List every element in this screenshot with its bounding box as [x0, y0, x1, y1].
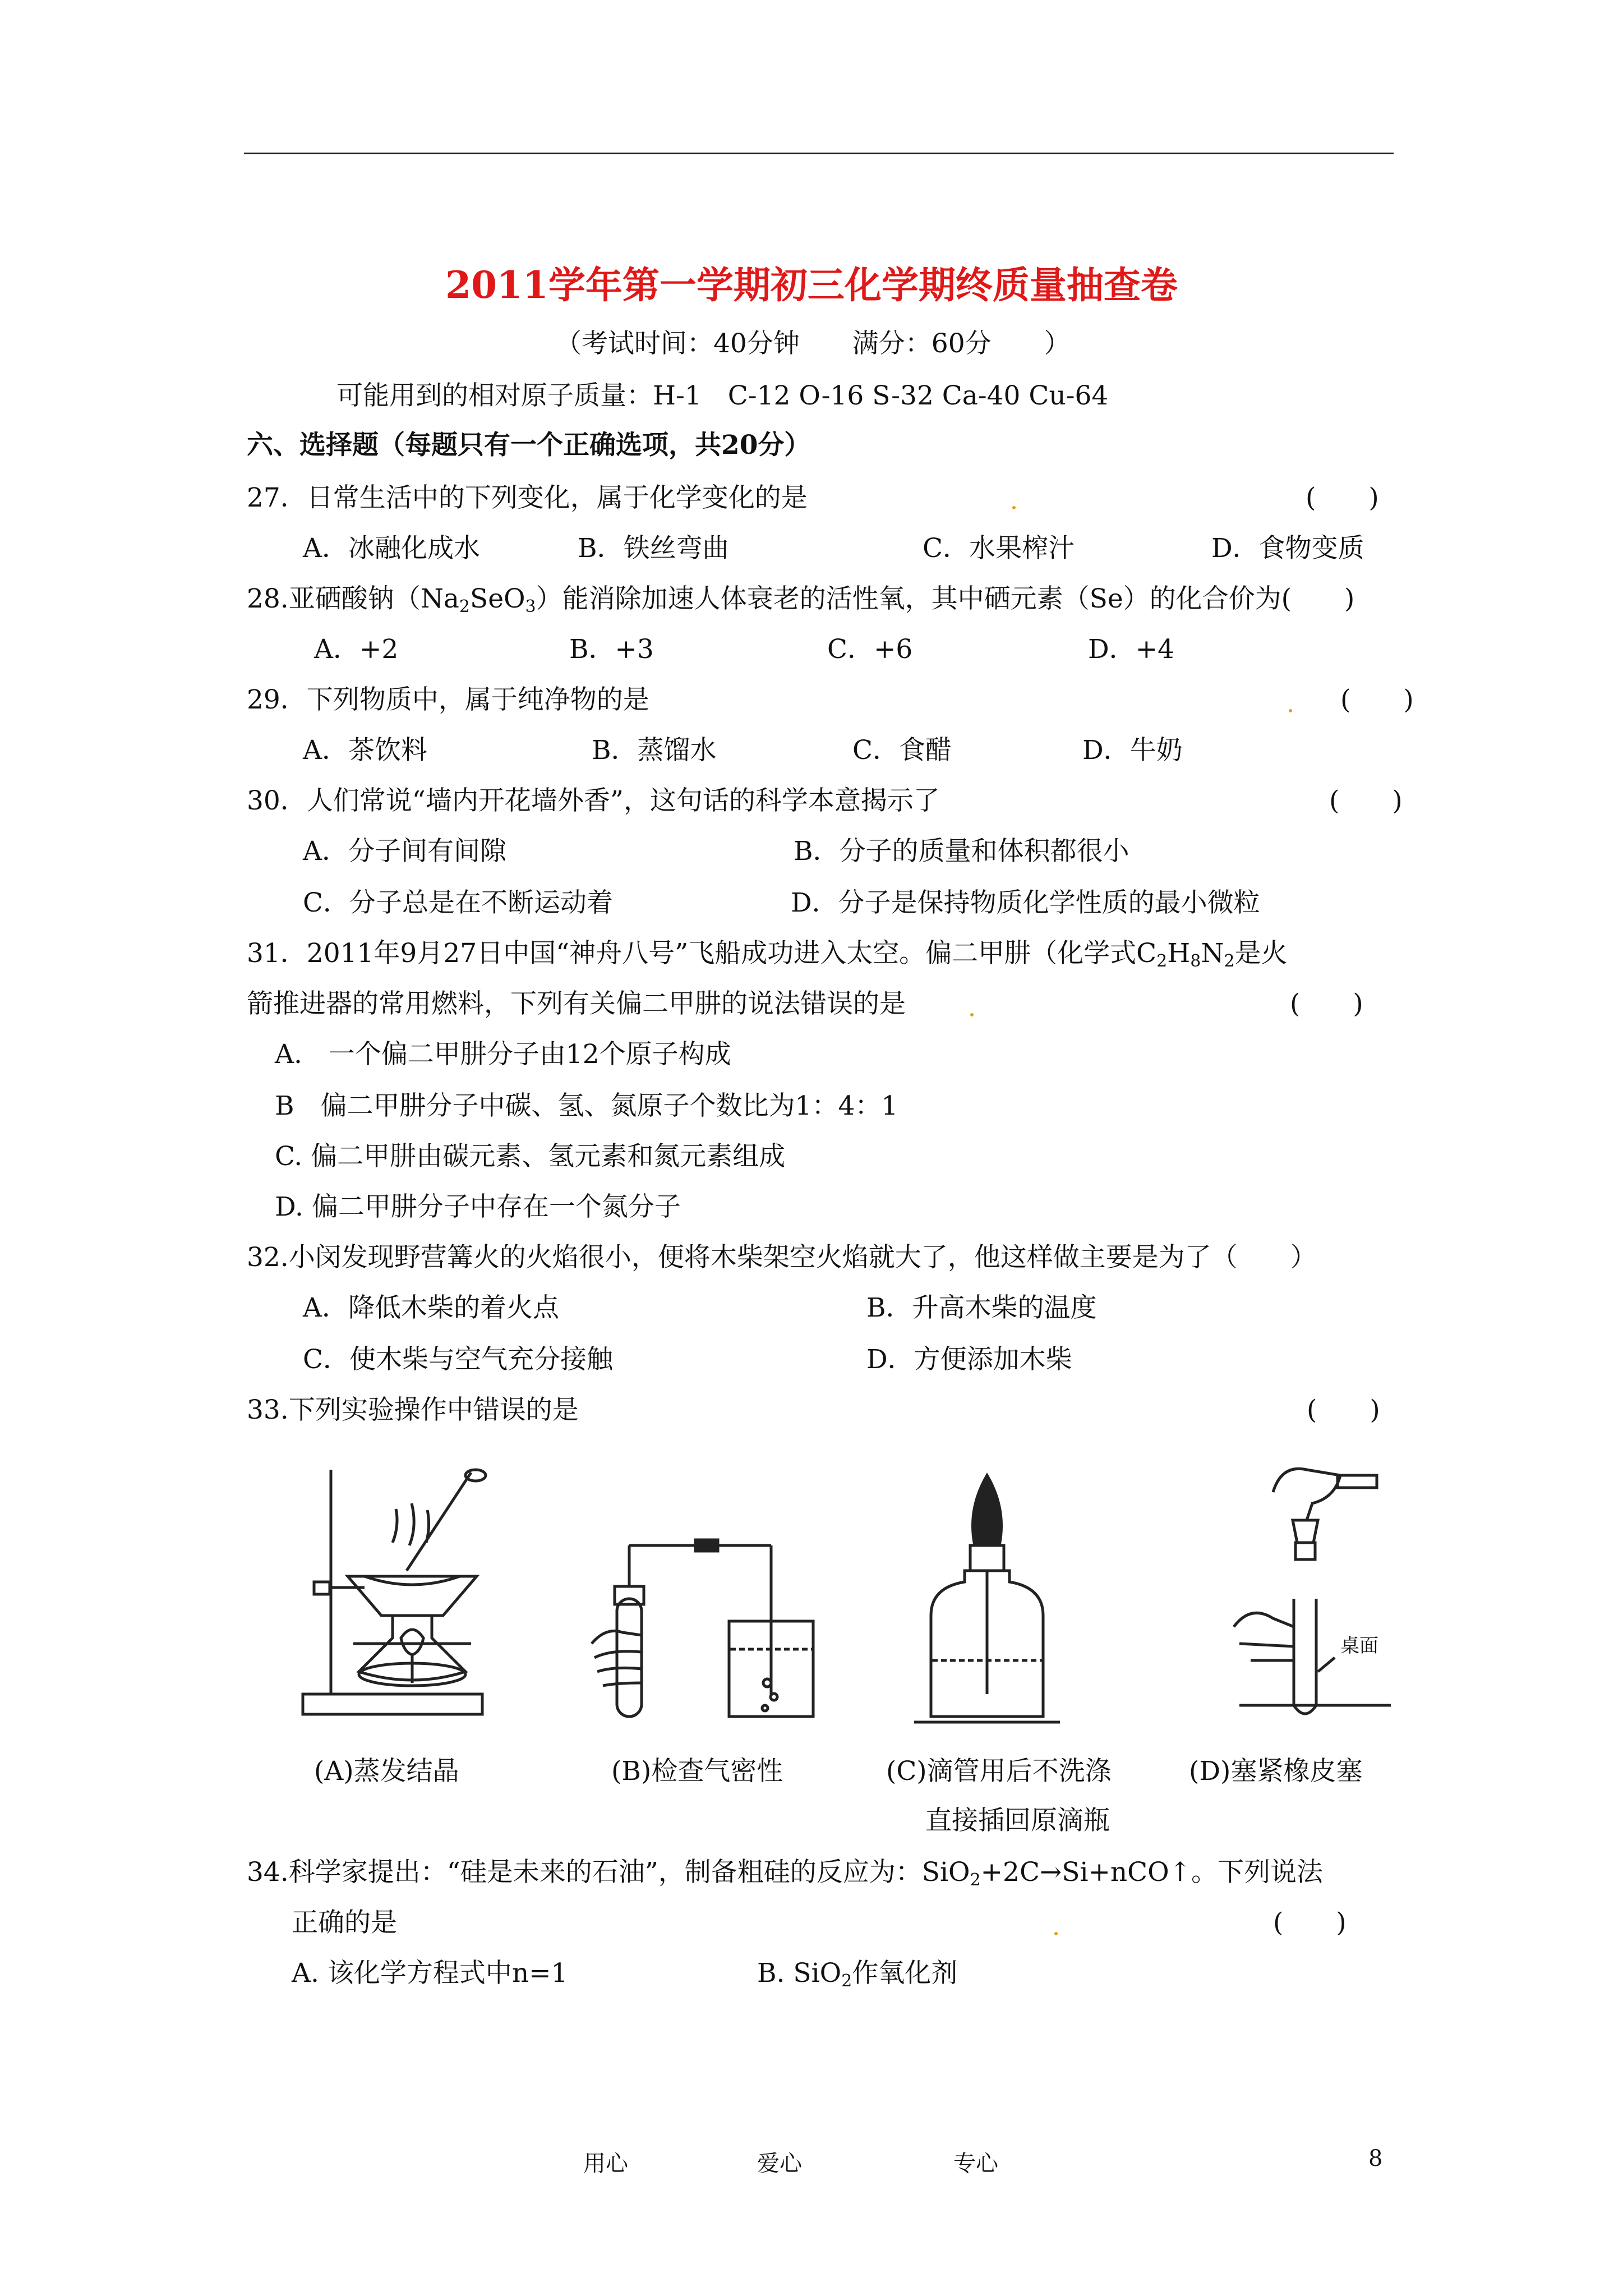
q32-option-d: D．方便添加木柴	[866, 1344, 1072, 1375]
q30-option-d: D．分子是保持物质化学性质的最小微粒	[791, 887, 1260, 918]
q34-stem: 34.科学家提出：“硅是未来的石油”，制备粗硅的反应为：SiO$_2$+2C→Si+nCO↑。下列说法	[247, 1857, 1324, 1890]
q30-option-a: A．分子间有间隙	[303, 836, 506, 867]
caption-b: (B)检查气密性	[611, 1756, 783, 1787]
q28-option-b: B．+3	[569, 634, 654, 665]
caption-a: (A)蒸发结晶	[314, 1756, 459, 1787]
q29-option-d: D．牛奶	[1082, 735, 1183, 766]
q28-option-d: D．+4	[1088, 634, 1174, 665]
q34-answer-paren: ( )	[1273, 1907, 1347, 1938]
figure-airtightness-check	[583, 1515, 824, 1728]
q28-stem: 28.亚硒酸钠$(Na_2SeO_3)$能消除加速人体衰老的活性氧，其中硒元素（Se）的化合价为( )	[247, 583, 1355, 616]
q29-answer-paren: ( )	[1340, 684, 1414, 715]
orange-dot-mark	[1054, 1932, 1058, 1935]
orange-dot-mark	[1012, 506, 1016, 509]
q32-option-a: A．降低木柴的着火点	[303, 1292, 559, 1323]
q30-option-c: C．分子总是在不断运动着	[303, 887, 613, 918]
section-heading: 六、选择题（每题只有一个正确选项，共20分）	[247, 430, 811, 461]
q31-stem: 31．2011年9月27日中国“神舟八号”飞船成功进入太空。偏二甲肼（化学式$C_2H_8N_2$是火	[247, 938, 1288, 971]
exam-info: （考试时间：40分钟 满分：60分 ）	[555, 328, 1071, 359]
figure-insert-stopper	[1228, 1458, 1396, 1728]
header-rule	[244, 153, 1394, 154]
q29-option-b: B．蒸馏水	[592, 735, 717, 766]
q32-option-b: B．升高木柴的温度	[866, 1292, 1097, 1323]
q28-option-a: A．+2	[314, 634, 399, 665]
exam-title: 2011学年第一学期初三化学期终质量抽查卷	[445, 263, 1178, 307]
q27-stem: 27．日常生活中的下列变化，属于化学变化的是	[247, 482, 808, 513]
desk-label: 桌面	[1340, 1635, 1378, 1657]
q34-stem-line2: 正确的是	[292, 1907, 397, 1938]
footer-right: 专心	[953, 2151, 998, 2177]
figure-dropper-bottle	[914, 1470, 1060, 1728]
q32-option-c: C．使木柴与空气充分接触	[303, 1344, 613, 1375]
q27-option-a: A．冰融化成水	[303, 533, 480, 564]
footer-mid: 爱心	[757, 2151, 802, 2177]
caption-c-line2: 直接插回原滴瓶	[925, 1805, 1110, 1836]
orange-dot-mark	[1289, 709, 1292, 712]
q29-stem: 29．下列物质中，属于纯净物的是	[247, 684, 649, 715]
q29-option-a: A．茶饮料	[303, 735, 427, 766]
caption-d: (D)塞紧橡皮塞	[1189, 1756, 1363, 1787]
q34-option-a: A. 该化学方程式中n=1	[292, 1958, 568, 1989]
q27-option-d: D．食物变质	[1211, 533, 1364, 564]
q27-option-c: C．水果榨汁	[923, 533, 1075, 564]
q31-option-a: A. 一个偏二甲肼分子由12个原子构成	[275, 1039, 731, 1070]
q33-stem: 33.下列实验操作中错误的是	[247, 1395, 579, 1425]
q32-stem: 32.小闵发现野营篝火的火焰很小，便将木柴架空火焰就大了，他这样做主要是为了（ ）	[247, 1242, 1317, 1273]
q33-answer-paren: ( )	[1307, 1395, 1380, 1425]
page-number: 8	[1368, 2146, 1383, 2171]
q27-option-b: B．铁丝弯曲	[578, 533, 729, 564]
q31-option-b: B 偏二甲肼分子中碳、氢、氮原子个数比为1：4：1	[275, 1091, 898, 1121]
q28-option-c: C．+6	[827, 634, 913, 665]
q31-option-c: C. 偏二甲肼由碳元素、氢元素和氮元素组成	[275, 1141, 786, 1172]
orange-dot-mark	[970, 1013, 974, 1016]
q27-answer-paren: ( )	[1306, 482, 1379, 513]
atomic-masses: 可能用到的相对原子质量：H-1 C-12 O-16 S-32 Ca-40 Cu-64	[336, 380, 1109, 411]
q30-stem: 30．人们常说“墙内开花墙外香”，这句话的科学本意揭示了	[247, 785, 940, 816]
q31-stem-line2: 箭推进器的常用燃料，下列有关偏二甲肼的说法错误的是	[247, 988, 906, 1019]
figure-evaporation	[252, 1458, 533, 1722]
caption-c-line1: (C)滴管用后不洗涤	[886, 1756, 1112, 1787]
q34-option-b: B. SiO$_2$作氧化剂	[757, 1958, 958, 1991]
q30-answer-paren: ( )	[1329, 785, 1403, 816]
q31-option-d: D. 偏二甲肼分子中存在一个氮分子	[275, 1191, 681, 1222]
footer-left: 用心	[583, 2151, 628, 2177]
q29-option-c: C．食醋	[852, 735, 952, 766]
q30-option-b: B．分子的质量和体积都很小	[794, 836, 1129, 867]
q31-answer-paren: ( )	[1290, 988, 1363, 1019]
